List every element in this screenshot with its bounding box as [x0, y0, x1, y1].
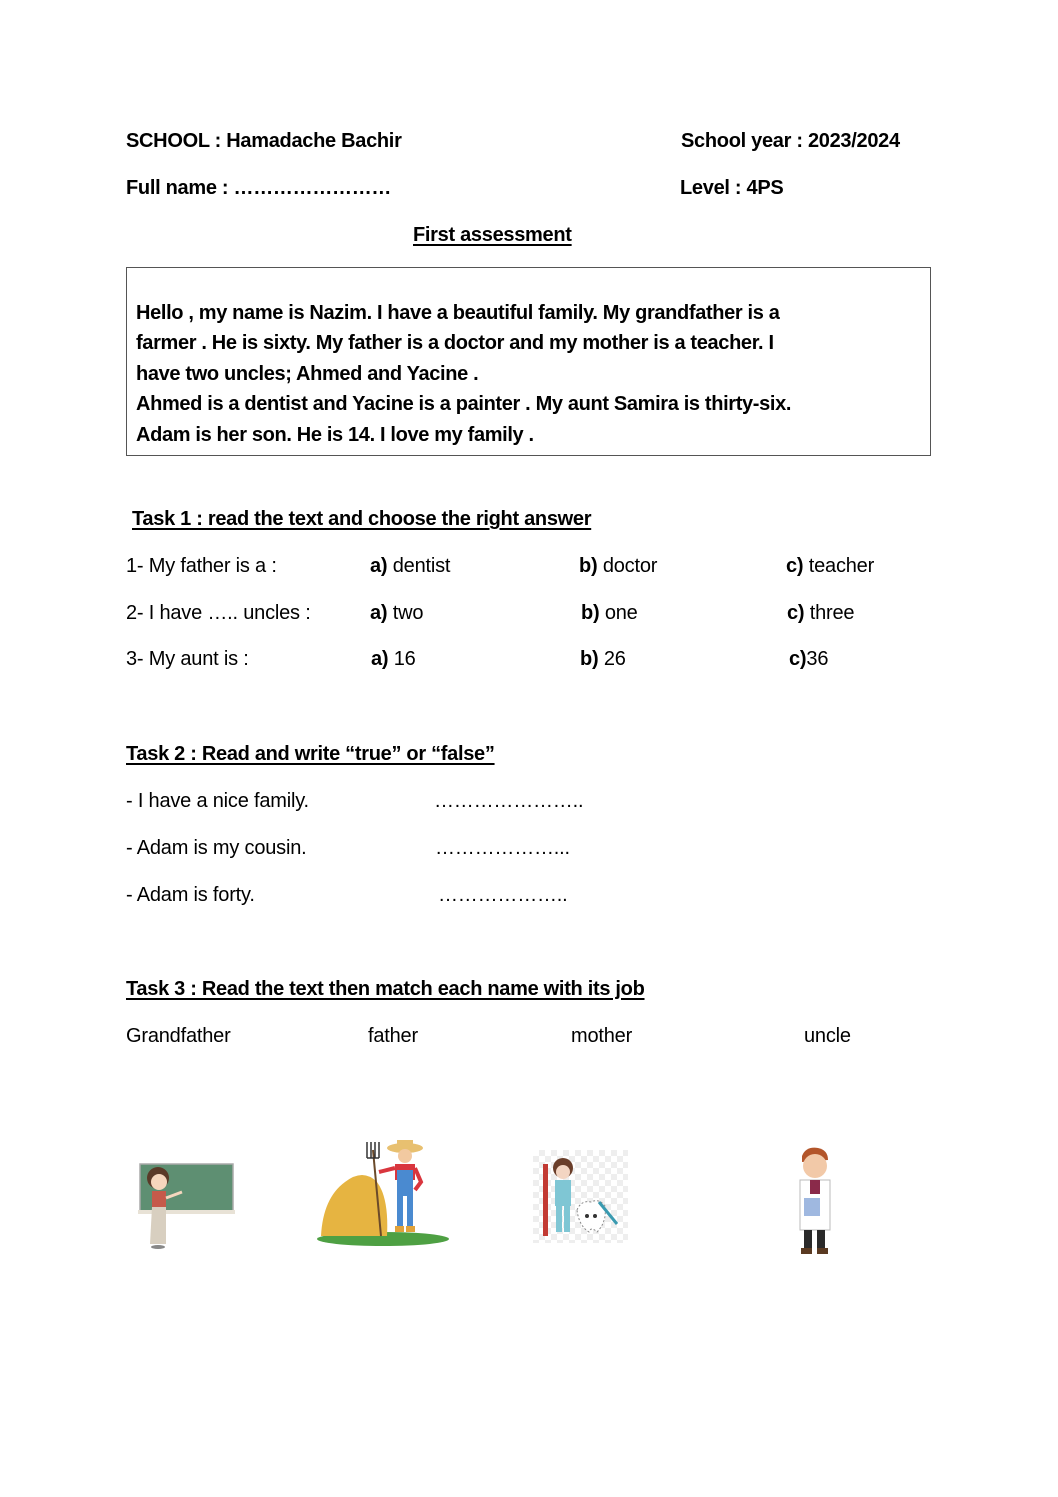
teacher-picture: [134, 1158, 236, 1254]
passage-line: Hello , my name is Nazim. I have a beautiful family. My grandfather is a: [136, 302, 780, 324]
option-letter: a): [370, 555, 388, 577]
full-name-field[interactable]: Full name : ……………………: [126, 177, 392, 199]
doctor-picture: [790, 1146, 838, 1258]
option-c[interactable]: [789, 648, 828, 671]
answer-blank[interactable]: ………………..: [438, 884, 568, 906]
option-a[interactable]: [370, 555, 450, 578]
match-name: Grandfather: [126, 1025, 231, 1047]
option-letter: b): [579, 555, 598, 577]
task3-title: Task 3 : Read the text then match each name with its job: [126, 978, 645, 1000]
school-name: SCHOOL : Hamadache Bachir: [126, 130, 402, 152]
school-year: School year : 2023/2024: [681, 130, 900, 152]
option-text: doctor: [597, 555, 658, 577]
option-b[interactable]: [581, 602, 638, 625]
option-letter: c): [786, 555, 804, 577]
option-text: two: [387, 602, 424, 624]
match-name: father: [368, 1025, 418, 1047]
match-name: uncle: [804, 1025, 851, 1047]
option-letter: a): [370, 602, 388, 624]
answer-blank[interactable]: ………………...: [435, 837, 570, 859]
task1-title: Task 1 : read the text and choose the right answer: [132, 508, 592, 530]
option-b[interactable]: [580, 648, 626, 671]
option-a[interactable]: [371, 648, 416, 671]
farmer-illustration-icon: [315, 1138, 455, 1248]
match-name: mother: [571, 1025, 633, 1047]
passage-line: farmer . He is sixty. My father is a doctor and my mother is a teacher. I: [136, 332, 774, 355]
option-text: dentist: [387, 555, 451, 577]
level: Level : 4PS: [680, 177, 784, 199]
option-text: 26: [598, 648, 626, 670]
option-c[interactable]: [786, 555, 874, 578]
option-a[interactable]: [370, 602, 423, 625]
answer-blank[interactable]: …………………..: [434, 790, 584, 812]
statement: - Adam is forty.: [126, 884, 255, 906]
question-prompt: 1- My father is a :: [126, 555, 277, 577]
question-prompt: 2- I have ….. uncles :: [126, 602, 311, 624]
option-text: one: [599, 602, 638, 624]
passage-line: Ahmed is a dentist and Yacine is a painter . My aunt Samira is thirty-six.: [136, 393, 792, 416]
task2-title: Task 2 : Read and write “true” or “false”: [126, 743, 495, 765]
option-letter: a): [371, 648, 389, 670]
statement: - Adam is my cousin.: [126, 837, 307, 859]
option-letter: b): [581, 602, 600, 624]
option-letter: c): [789, 648, 807, 670]
passage-line: have two uncles; Ahmed and Yacine .: [136, 362, 479, 385]
question-prompt: [126, 648, 249, 671]
option-text: 16: [388, 648, 416, 670]
dentist-illustration-icon: [533, 1150, 628, 1243]
option-letter: b): [580, 648, 599, 670]
passage-line: Adam is her son. He is 14. I love my family .: [136, 423, 534, 446]
dentist-picture: [533, 1150, 628, 1243]
statement: - I have a nice family.: [126, 790, 309, 812]
doctor-illustration-icon: [790, 1146, 838, 1258]
option-letter: c): [787, 602, 805, 624]
option-c[interactable]: [787, 602, 854, 625]
farmer-picture: [315, 1138, 455, 1248]
option-text: 36: [806, 648, 829, 670]
option-text: three: [804, 602, 855, 624]
teacher-illustration-icon: [134, 1158, 236, 1254]
option-b[interactable]: [579, 555, 657, 578]
page-title: First assessment: [413, 224, 572, 246]
question-prompt-text: 3- My aunt is :: [126, 648, 249, 670]
reading-passage: [136, 298, 916, 450]
option-text: teacher: [803, 555, 875, 577]
